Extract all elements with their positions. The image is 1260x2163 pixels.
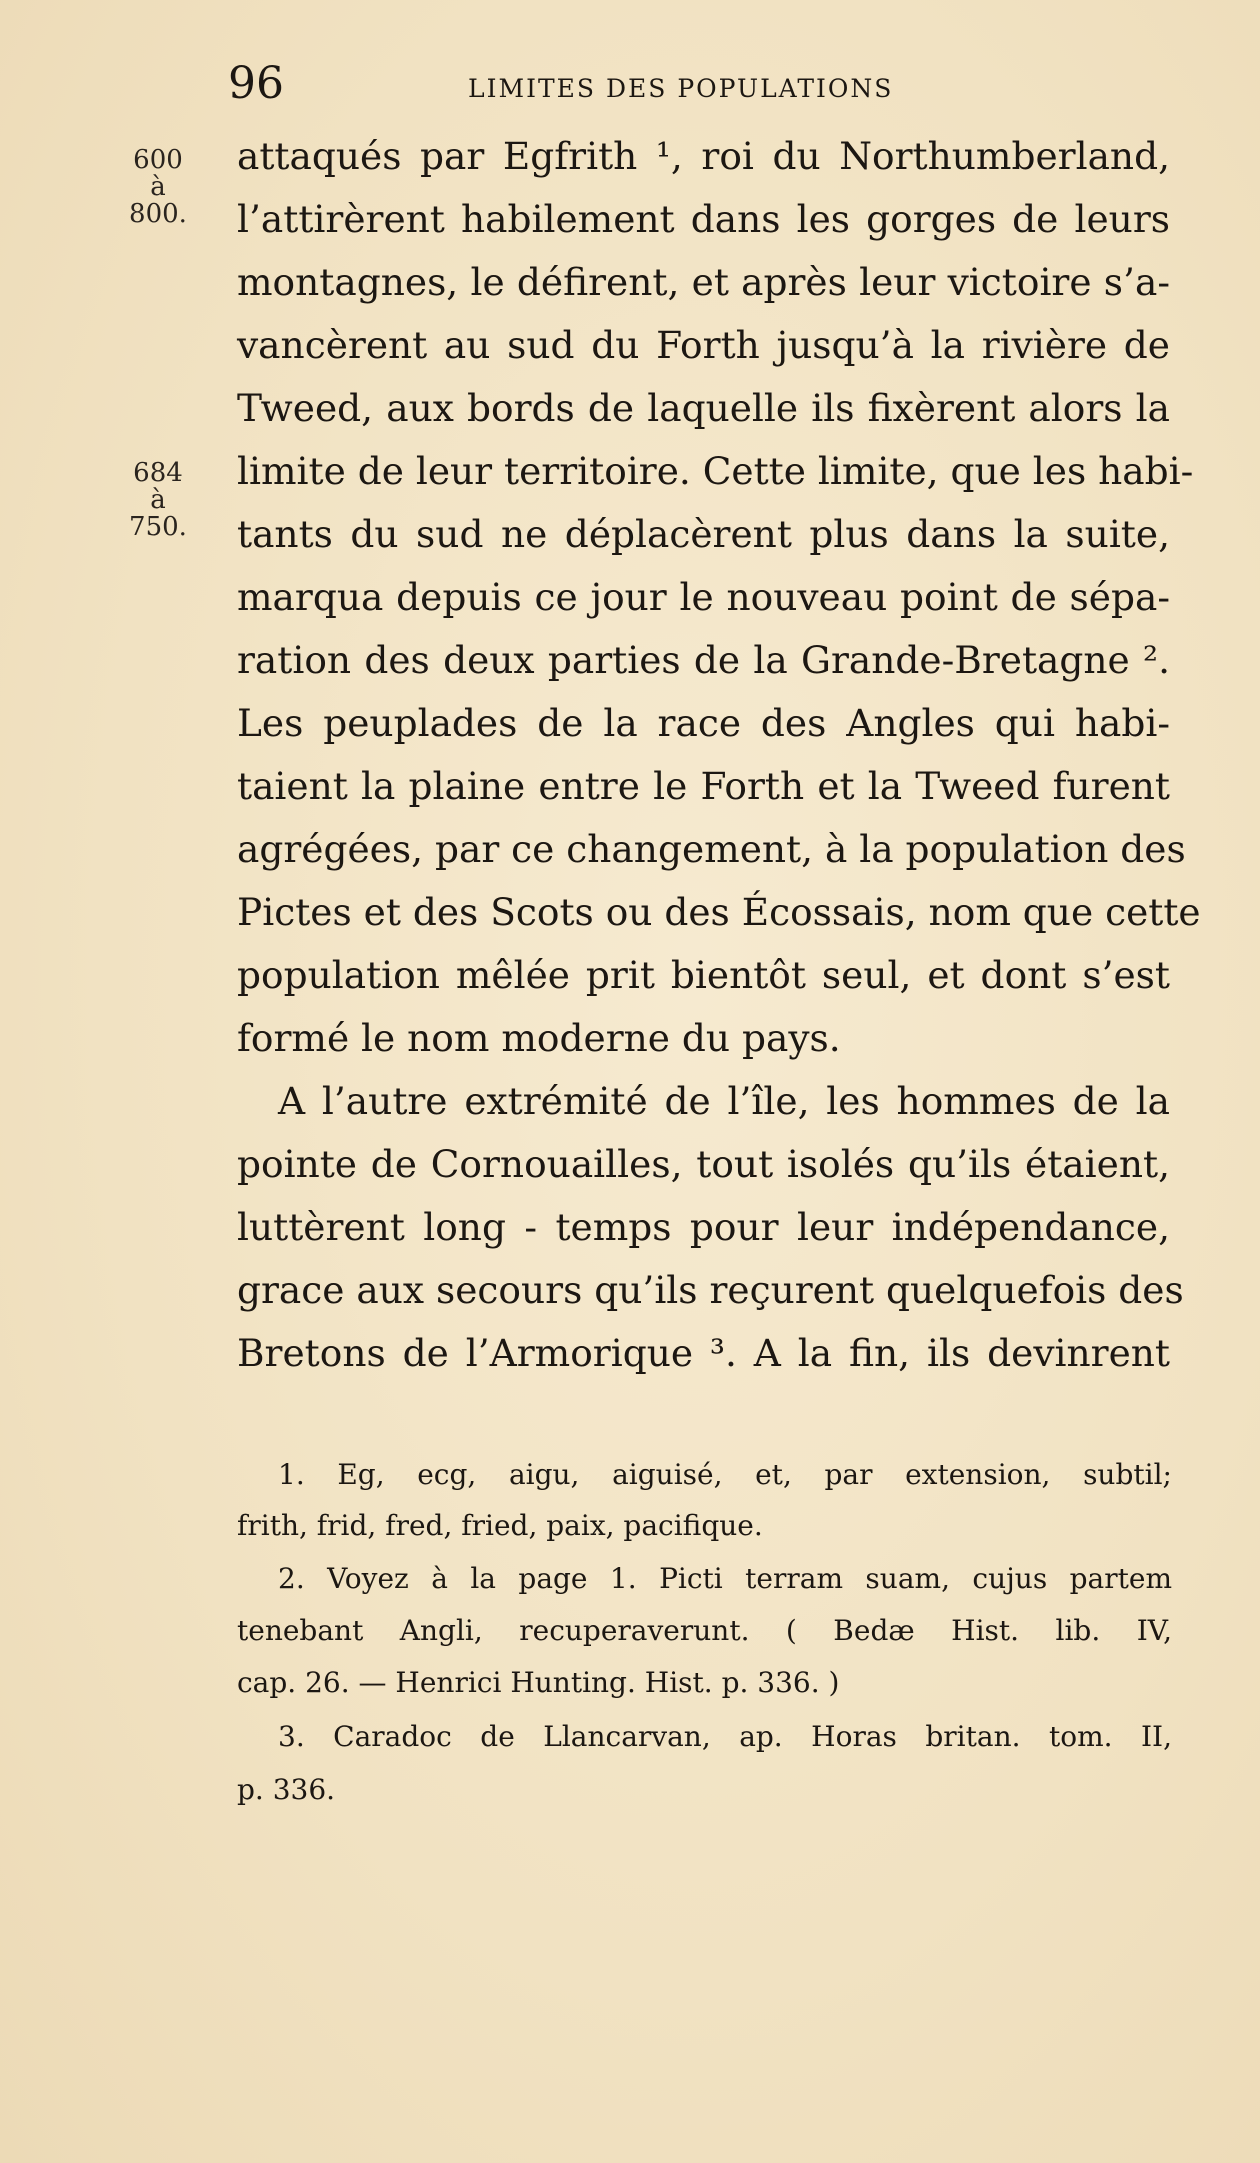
text-line: montagnes, le défirent, et après leur victoire s’a- xyxy=(237,260,1170,304)
text-line: attaqués par Egfrith ¹, roi du Northumberland, xyxy=(237,134,1170,178)
margin-date-from: 684 xyxy=(133,458,183,488)
text-line: pointe de Cornouailles, tout isolés qu’ils étaient, xyxy=(237,1142,1170,1186)
footnote-line: 2. Voyez à la page 1. Picti terram suam, cujus partem xyxy=(278,1562,1172,1595)
footnote-line: cap. 26. — Henrici Hunting. Hist. p. 336. ) xyxy=(237,1666,840,1699)
margin-date-note xyxy=(108,147,208,228)
footnote-line: frith, frid, fred, fried, paix, pacifique. xyxy=(237,1509,763,1542)
page-number: 96 xyxy=(228,58,284,109)
text-line: formé le nom moderne du pays. xyxy=(237,1016,841,1060)
text-line: Bretons de l’Armorique ³. A la fin, ils devinrent xyxy=(237,1331,1170,1375)
text-line: l’attirèrent habilement dans les gorges de leurs xyxy=(237,197,1170,241)
margin-date-from: 600 xyxy=(133,145,183,175)
footnote-line: 1. Eg, ecg, aigu, aiguisé, et, par extension, subtil; xyxy=(278,1458,1172,1491)
text-line: population mêlée prit bientôt seul, et dont s’est xyxy=(237,953,1170,997)
text-line: luttèrent long - temps pour leur indépendance, xyxy=(237,1205,1170,1249)
text-line: Pictes et des Scots ou des Écossais, nom que cette xyxy=(237,890,1201,934)
margin-date-sep: à xyxy=(150,172,166,202)
text-line: limite de leur territoire. Cette limite, que les habi- xyxy=(237,449,1194,493)
text-line: tants du sud ne déplacèrent plus dans la suite, xyxy=(237,512,1170,556)
running-title: LIMITES DES POPULATIONS xyxy=(468,74,894,103)
text-line: vancèrent au sud du Forth jusqu’à la rivière de xyxy=(237,323,1170,367)
text-line: Les peuplades de la race des Angles qui habi- xyxy=(237,701,1170,745)
margin-date-sep: à xyxy=(150,485,166,515)
text-line: taient la plaine entre le Forth et la Tweed furent xyxy=(237,764,1170,808)
margin-date-to: 750. xyxy=(129,512,187,542)
margin-date-to: 800. xyxy=(129,199,187,229)
text-line: grace aux secours qu’ils reçurent quelquefois des xyxy=(237,1268,1184,1312)
margin-date-note xyxy=(108,460,208,541)
text-line: ration des deux parties de la Grande-Bretagne ². xyxy=(237,638,1170,682)
footnote-line: p. 336. xyxy=(237,1773,336,1806)
text-line: A l’autre extrémité de l’île, les hommes de la xyxy=(278,1079,1170,1123)
footnote-line: tenebant Angli, recuperaverunt. ( Bedæ Hist. lib. IV, xyxy=(237,1614,1172,1647)
text-line: agrégées, par ce changement, à la population des xyxy=(237,827,1186,871)
footnote-line: 3. Caradoc de Llancarvan, ap. Horas britan. tom. II, xyxy=(278,1720,1172,1753)
text-line: marqua depuis ce jour le nouveau point de sépa- xyxy=(237,575,1170,619)
text-line: Tweed, aux bords de laquelle ils fixèrent alors la xyxy=(237,386,1170,430)
